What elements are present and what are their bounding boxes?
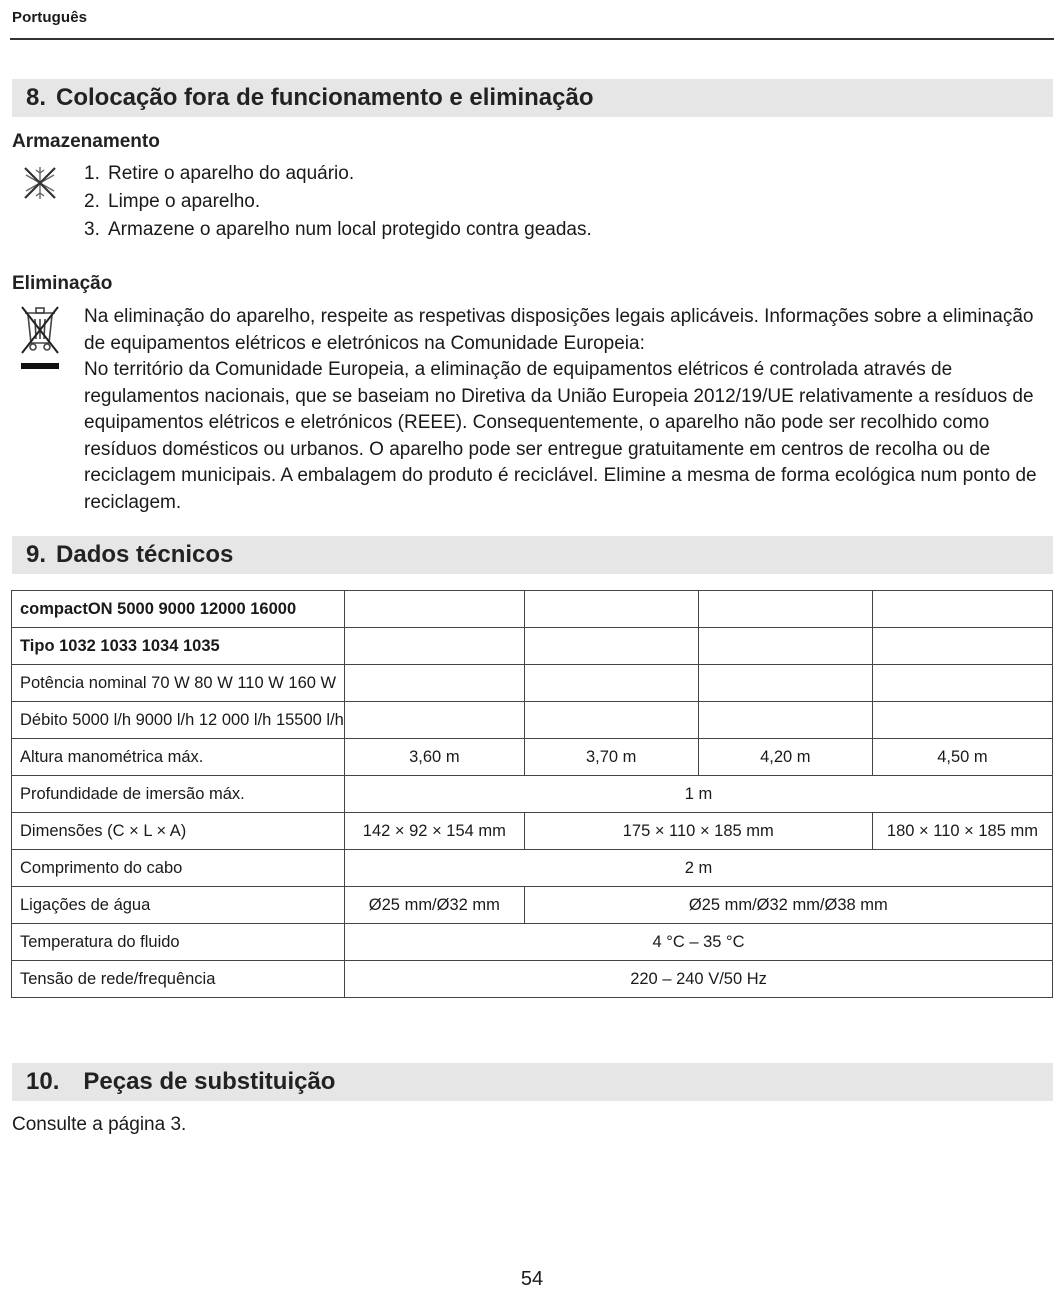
table-row bbox=[12, 924, 1053, 961]
table-cell bbox=[698, 628, 872, 665]
section-8-number: 8. bbox=[26, 84, 47, 111]
table-cell bbox=[345, 665, 525, 702]
table-row bbox=[12, 887, 1053, 924]
table-cell-head-label: Altura manométrica máx. bbox=[12, 739, 345, 776]
frost-protection-icon bbox=[20, 163, 60, 208]
section-9-title: Dados técnicos bbox=[56, 541, 234, 568]
table-cell-power: Potência nominal 70 W 80 W 110 W 160 W bbox=[12, 665, 345, 702]
table-cell-model: compactON 5000 9000 12000 16000 bbox=[12, 591, 345, 628]
table-cell: 3,60 m bbox=[345, 739, 525, 776]
table-row bbox=[12, 739, 1053, 776]
table-cell bbox=[524, 591, 698, 628]
section-8-title: Colocação fora de funcionamento e eliminação bbox=[56, 84, 594, 111]
technical-data-table bbox=[11, 590, 1053, 998]
table-cell bbox=[872, 665, 1052, 702]
table-cell: Ø25 mm/Ø32 mm bbox=[345, 887, 525, 924]
table-cell-flow: Débito 5000 l/h 9000 l/h 12 000 l/h 15500 l/h bbox=[12, 702, 345, 739]
table-cell bbox=[524, 665, 698, 702]
table-cell: 4,20 m bbox=[698, 739, 872, 776]
table-cell bbox=[524, 702, 698, 739]
table-cell-voltage-label: Tensão de rede/frequência bbox=[12, 961, 345, 998]
table-cell bbox=[698, 702, 872, 739]
section-9-heading bbox=[12, 536, 1053, 574]
section-9-number: 9. bbox=[26, 541, 47, 568]
table-row bbox=[12, 702, 1053, 739]
table-cell-depth-label: Profundidade de imersão máx. bbox=[12, 776, 345, 813]
header-divider bbox=[10, 38, 1054, 40]
table-row bbox=[12, 591, 1053, 628]
table-row bbox=[12, 776, 1053, 813]
table-cell bbox=[524, 628, 698, 665]
list-item: 2. Limpe o aparelho. bbox=[84, 191, 261, 212]
table-cell: 2 m bbox=[345, 850, 1053, 887]
disposal-text bbox=[84, 304, 1050, 516]
table-row bbox=[12, 813, 1053, 850]
weee-crossed-bin-icon bbox=[17, 303, 63, 380]
table-cell: 142 × 92 × 154 mm bbox=[345, 813, 525, 850]
table-row bbox=[12, 628, 1053, 665]
disposal-heading: Eliminação bbox=[12, 273, 113, 294]
table-cell bbox=[698, 665, 872, 702]
table-cell: 4 °C – 35 °C bbox=[345, 924, 1053, 961]
table-cell-water-label: Ligações de água bbox=[12, 887, 345, 924]
table-cell: 180 × 110 × 185 mm bbox=[872, 813, 1052, 850]
table-cell bbox=[872, 628, 1052, 665]
table-cell: 220 – 240 V/50 Hz bbox=[345, 961, 1053, 998]
table-cell: 4,50 m bbox=[872, 739, 1052, 776]
language-label: Português bbox=[12, 9, 88, 26]
table-cell bbox=[872, 591, 1052, 628]
table-cell bbox=[872, 702, 1052, 739]
table-cell bbox=[345, 591, 525, 628]
storage-steps bbox=[84, 160, 592, 244]
table-cell: 175 × 110 × 185 mm bbox=[524, 813, 872, 850]
table-cell: Ø25 mm/Ø32 mm/Ø38 mm bbox=[524, 887, 1052, 924]
table-cell-type: Tipo 1032 1033 1034 1035 bbox=[12, 628, 345, 665]
table-row bbox=[12, 850, 1053, 887]
list-item: 1. Retire o aparelho do aquário. bbox=[84, 163, 355, 184]
table-row bbox=[12, 665, 1053, 702]
table-cell bbox=[698, 591, 872, 628]
table-cell-cable-label: Comprimento do cabo bbox=[12, 850, 345, 887]
disposal-paragraph-2: No território da Comunidade Europeia, a eliminação de equipamentos elétricos é controlada através de regulamentos nacionais, que se baseiam no Diretiva da União Europeia 2012/19/UE relativamente a resíduos de equipamentos elétricos e eletrónicos (REEE). Consequentemente, o aparelho não pode ser recolhido como resíduos domésticos ou urbanos. O aparelho pode ser entregue gratuitamente em centros de recolha ou de reciclagem municipais. A embalagem do produto é reciclável. Elimine a mesma de forma ecológica num ponto de reciclagem. bbox=[84, 359, 1037, 513]
table-cell-dims-label: Dimensões (C × L × A) bbox=[12, 813, 345, 850]
table-cell: 1 m bbox=[345, 776, 1053, 813]
section-10-heading bbox=[12, 1063, 1053, 1101]
table-cell: 3,70 m bbox=[524, 739, 698, 776]
consult-text: Consulte a página 3. bbox=[12, 1114, 187, 1135]
table-cell bbox=[345, 628, 525, 665]
disposal-paragraph-1: Na eliminação do aparelho, respeite as respetivas disposições legais aplicáveis. Informações sobre a eliminação de equipamentos elétricos e eletrónicos na Comunidade Europeia: bbox=[84, 306, 1034, 354]
list-item: 3. Armazene o aparelho num local protegido contra geadas. bbox=[84, 219, 592, 240]
page-number: 54 bbox=[520, 1268, 544, 1290]
section-10-title: Peças de substituição bbox=[83, 1068, 336, 1095]
storage-heading: Armazenamento bbox=[12, 131, 160, 152]
table-cell bbox=[345, 702, 525, 739]
table-cell-temp-label: Temperatura do fluido bbox=[12, 924, 345, 961]
section-8-heading bbox=[12, 79, 1053, 117]
section-10-number: 10. bbox=[26, 1068, 60, 1095]
table-row bbox=[12, 961, 1053, 998]
